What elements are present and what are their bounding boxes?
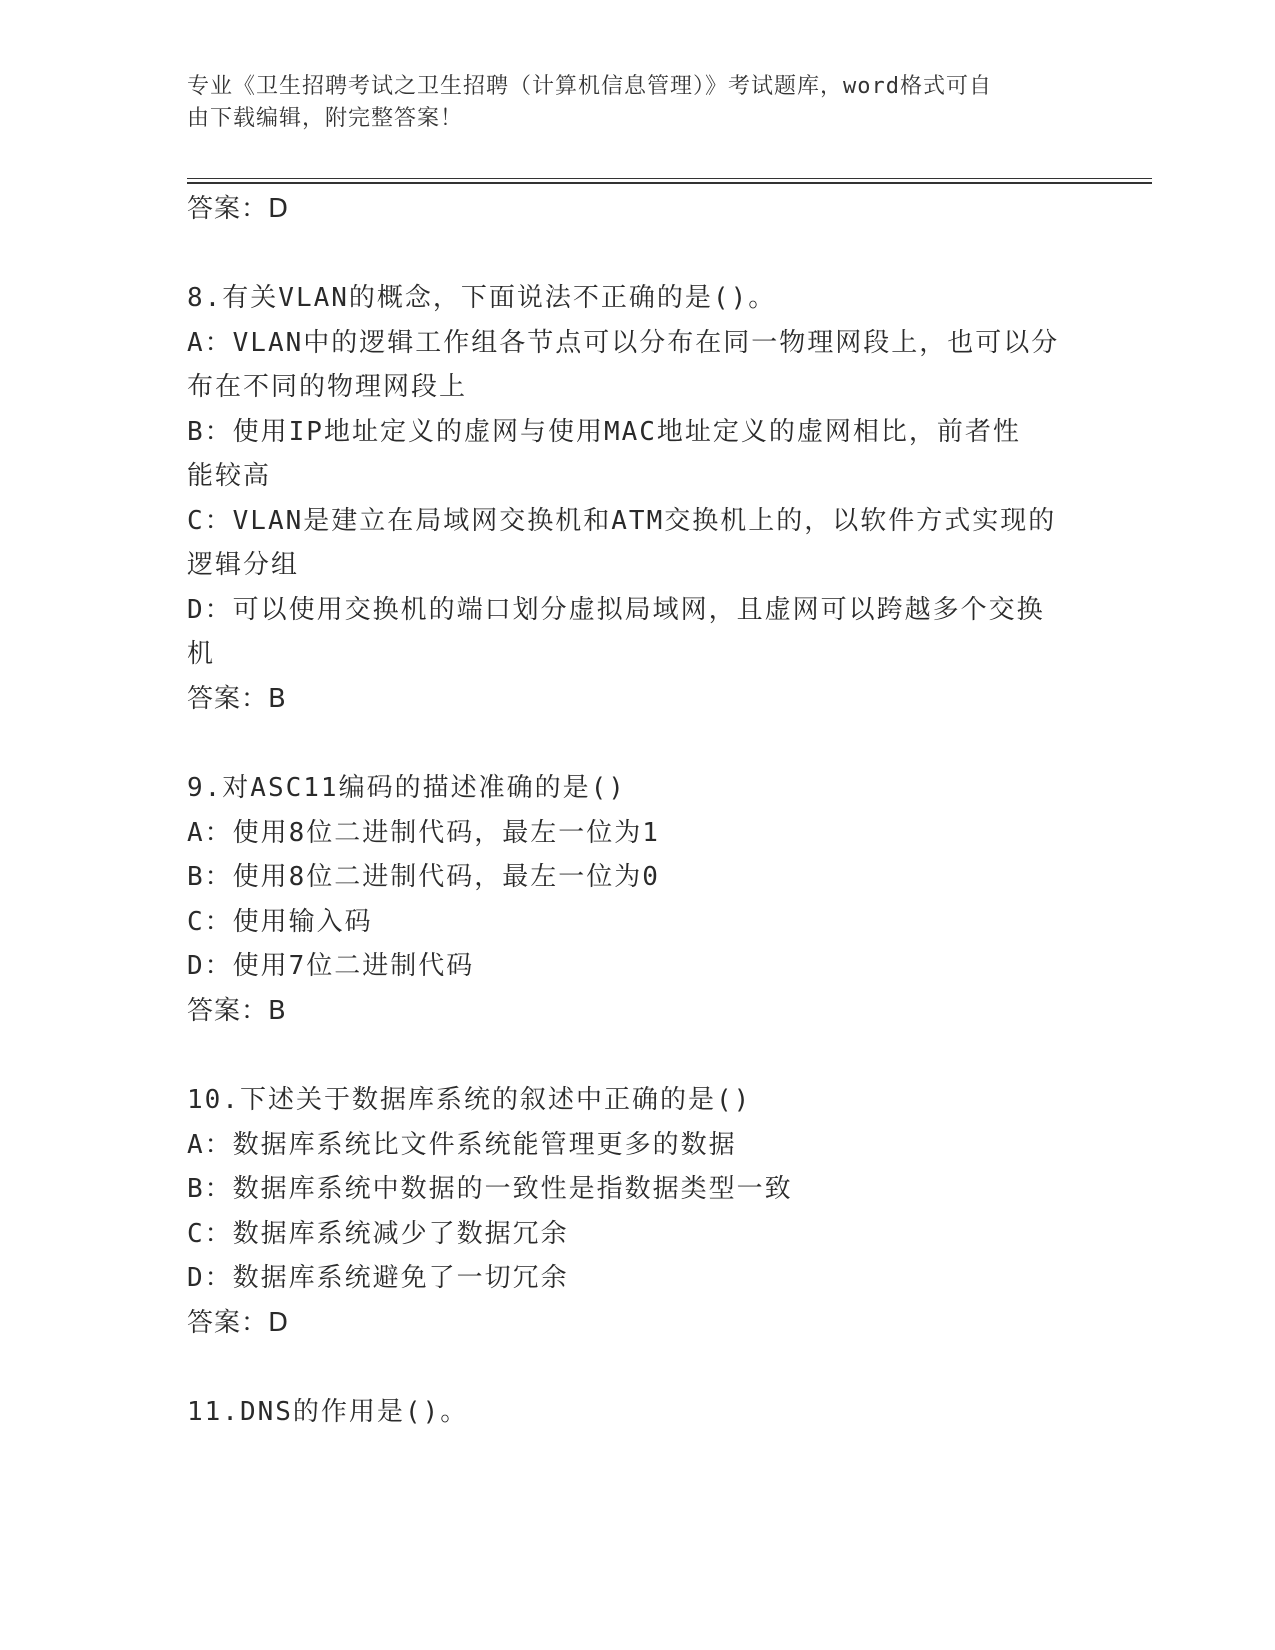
option-a: A：数据库系统比文件系统能管理更多的数据 [187,1130,737,1160]
option-a-continued: 布在不同的物理网段上 [187,372,468,402]
answer-line: 答案：D [187,1308,290,1338]
question-stem: 9.对ASC11编码的描述准确的是() [187,773,626,803]
option-c: C：使用输入码 [187,907,373,937]
header-divider-thick [187,182,1152,184]
header-line-1: 专业《卫生招聘考试之卫生招聘（计算机信息管理）》考试题库，word格式可自 [187,74,992,99]
answer-line: 答案：B [187,996,287,1026]
question-stem: 8.有关VLAN的概念，下面说法不正确的是()。 [187,283,777,313]
option-a: A：VLAN中的逻辑工作组各节点可以分布在同一物理网段上，也可以分 [187,328,1060,358]
option-d-continued: 机 [187,639,216,669]
option-d: D：数据库系统避免了一切冗余 [187,1263,569,1293]
question-stem: 10.下述关于数据库系统的叙述中正确的是() [187,1085,752,1115]
option-b: B：数据库系统中数据的一致性是指数据类型一致 [187,1174,793,1204]
question-stem: 11.DNS的作用是()。 [187,1397,469,1427]
option-b: B：使用8位二进制代码，最左一位为0 [187,862,660,892]
option-d: D：使用7位二进制代码 [187,951,475,981]
option-c-continued: 逻辑分组 [187,550,300,580]
header-divider-thin [187,178,1152,179]
header-line-2: 由下载编辑，附完整答案！ [187,106,464,131]
option-c: C：VLAN是建立在局域网交换机和ATM交换机上的，以软件方式实现的 [187,506,1057,536]
option-b: B：使用IP地址定义的虚网与使用MAC地址定义的虚网相比，前者性 [187,417,1021,447]
answer-line: 答案：D [187,194,290,224]
option-d: D：可以使用交换机的端口划分虚拟局域网，且虚网可以跨越多个交换 [187,595,1045,625]
answer-line: 答案：B [187,684,287,714]
option-c: C：数据库系统减少了数据冗余 [187,1219,569,1249]
option-a: A：使用8位二进制代码，最左一位为1 [187,818,660,848]
option-b-continued: 能较高 [187,461,272,491]
document-header [187,71,1067,135]
